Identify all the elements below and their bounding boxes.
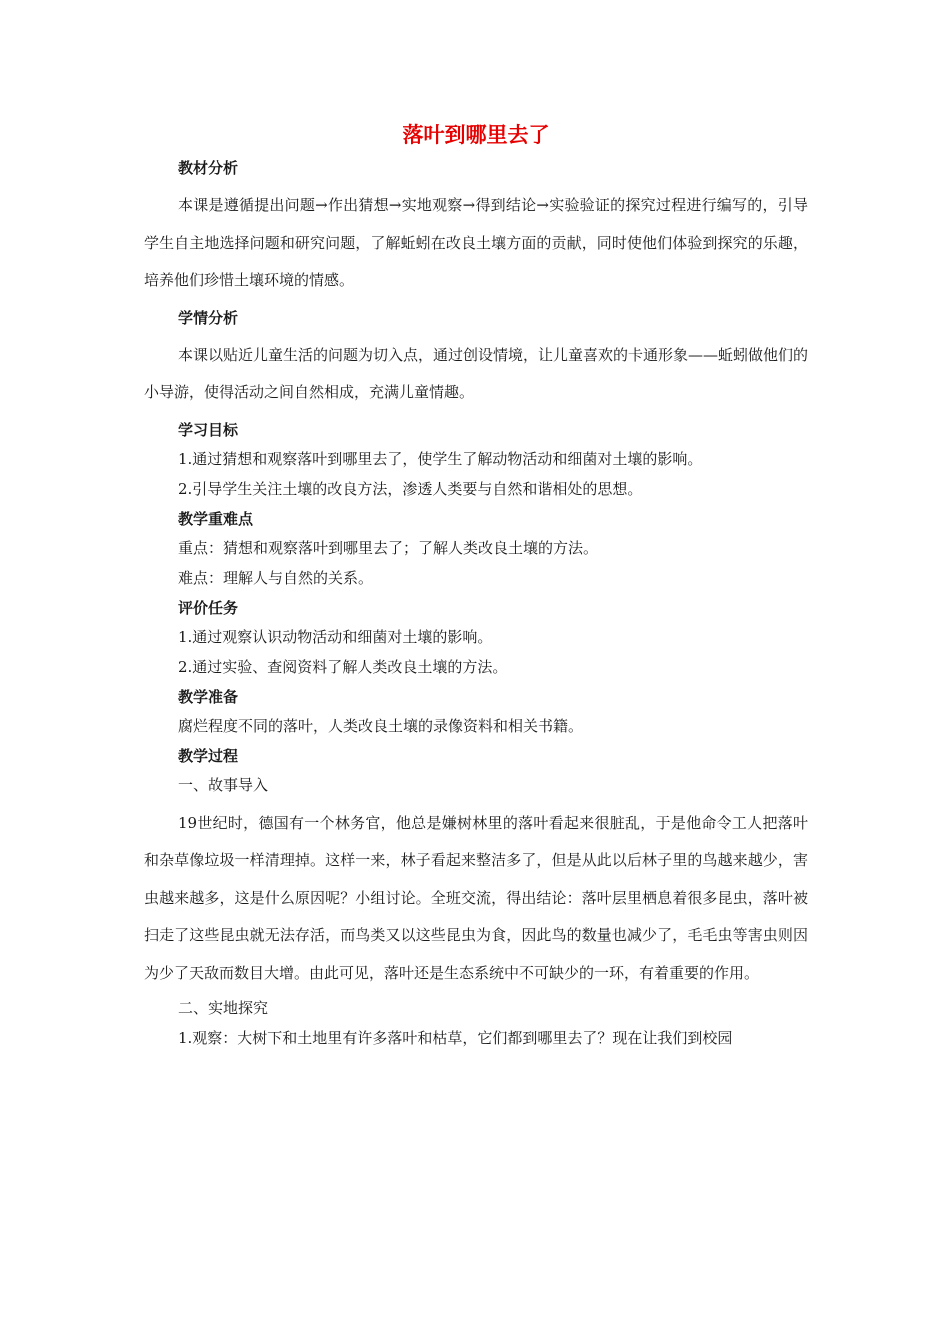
- heading-focus: 教学重难点: [178, 509, 254, 528]
- process-step2-title: 二、实地探究: [178, 999, 269, 1017]
- focus-difficult: 难点：理解人与自然的关系。: [178, 568, 374, 587]
- assessment-item: 2.通过实验、查阅资料了解人类改良土壤的方法。: [178, 657, 508, 676]
- process-step2-item1: 1.观察：大树下和土地里有许多落叶和枯草，它们都到哪里去了？现在让我们到校园: [178, 1029, 733, 1047]
- goal-item: 2.引导学生关注土壤的改良方法，渗透人类要与自然和谐相处的思想。: [178, 479, 643, 498]
- heading-assessment: 评价任务: [178, 598, 239, 617]
- goal-item: 1.通过猜想和观察落叶到哪里去了，使学生了解动物活动和细菌对土壤的影响。: [178, 449, 703, 468]
- prep-body: 腐烂程度不同的落叶，人类改良土壤的录像资料和相关书籍。: [178, 716, 584, 735]
- process-step1-body: 19世纪时，德国有一个林务官，他总是嫌树林里的落叶看起来很脏乱，于是他命令工人把落叶和杂草像垃圾一样清理掉。这样一来，林子看起来整洁多了，但是从此以后林子里的鸟越来越少，害虫越来越多，这是什么原因呢？小组讨论。全班交流，得出结论：落叶层里栖息着很多昆虫，落叶被扫走了这些昆虫就无法存活，而鸟类又以这些昆虫为食，因此鸟的数量也减少了，毛毛虫等害虫则因为少了天敌而数目大增。由此可见，落叶还是生态系统中不可缺少的一环，有着重要的作用。: [144, 813, 808, 982]
- process-step1-title: 一、故事导入: [178, 775, 269, 794]
- document-title: 落叶到哪里去了: [402, 123, 550, 147]
- learner-body: 本课以贴近儿童生活的问题为切入点，通过创设情境，让儿童喜欢的卡通形象——蚯蚓做他们的小导游，使得活动之间自然相成，充满儿童情趣。: [144, 345, 809, 401]
- heading-process: 教学过程: [178, 746, 239, 765]
- heading-goals: 学习目标: [178, 420, 239, 439]
- assessment-item: 1.通过观察认识动物活动和细菌对土壤的影响。: [178, 627, 493, 646]
- heading-prep: 教学准备: [178, 687, 239, 706]
- focus-key: 重点：猜想和观察落叶到哪里去了；了解人类改良土壤的方法。: [178, 538, 599, 557]
- analysis-body: 本课是遵循提出问题→作出猜想→实地观察→得到结论→实验验证的探究过程进行编写的，引导学生自主地选择问题和研究问题，了解蚯蚓在改良土壤方面的贡献，同时使他们体验到探究的乐趣，培养他们珍惜土壤环境的情感。: [144, 196, 808, 289]
- document-page: [144, 118, 808, 1058]
- heading-learner: 学情分析: [178, 308, 239, 327]
- heading-analysis: 教材分析: [178, 159, 239, 177]
